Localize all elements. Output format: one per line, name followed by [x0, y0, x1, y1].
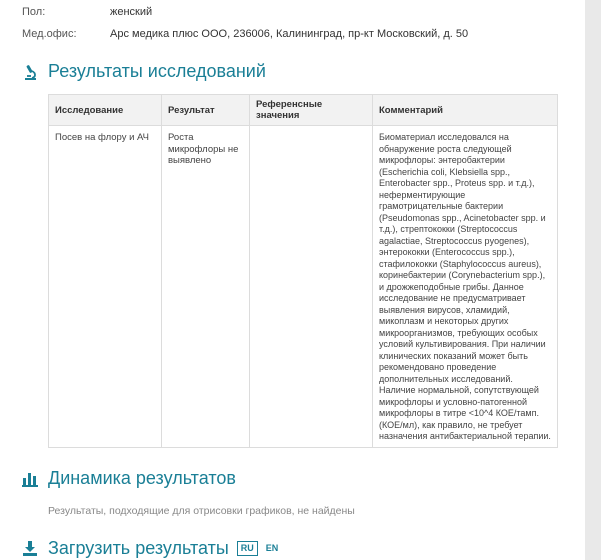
office-value: Арс медика плюс ООО, 236006, Калининград, пр-кт Московский, д. 50: [110, 28, 469, 40]
page-side-rail: [585, 0, 601, 560]
col-header-result: Результат: [162, 95, 250, 126]
cell-comment: Биоматериал исследовался на обнаружение роста следующей микрофлоры: энтеробактерии (Escherichia coli, Klebsiella spp., Enterobacter spp., Proteus spp. и т.д.), неферментирующие грамотрицательные бактерии (Pseudomonas spp., Acinetobacter spp. и т.д.), стрептококки (Streptococcus agalactiae, Streptococcus pyogenes), энтерококки (Enterococcus spp.), стафилококки (Staphylococcus aureus), коринебактерии (Corynebacterium spp.), и дрожжеподобные грибы. Данное исследование не предусматривает выявления вирусов, хламидий, микоплазм и некоторых других микроорганизмов, требующих особых условий культивирования. При наличии клинических показаний может быть рекомендовано проведение дополнительных исследований. Наличие нормальной, сопутствующей микрофлоры и условно-патогенной микрофлоры в титре <10^4 КОЕ/тамп.(КОЕ/мл), как правило, не требует назначения антибактериальной терапии.: [373, 126, 558, 448]
gender-value: женский: [110, 6, 153, 18]
cell-result: Роста микрофлоры не выявлено: [162, 126, 250, 448]
results-section-title: [22, 61, 266, 82]
table-row: [49, 126, 558, 448]
col-header-test: Исследование: [49, 95, 162, 126]
download-icon: [22, 541, 38, 557]
cell-reference: [250, 126, 373, 448]
microscope-icon: [22, 64, 38, 80]
gender-label: Пол:: [22, 6, 46, 18]
results-table-header: [49, 95, 558, 126]
results-title-text: Результаты исследований: [48, 61, 266, 81]
col-header-reference: Референсные значения: [250, 95, 373, 126]
dynamics-empty-message: Результаты, подходящие для отрисовки графиков, не найдены: [48, 505, 355, 517]
download-title-text: Загрузить результаты: [48, 538, 229, 558]
cell-test: Посев на флору и АЧ: [49, 126, 162, 448]
results-table: [48, 94, 558, 448]
download-ru-button[interactable]: RU: [237, 541, 258, 556]
dynamics-title-text: Динамика результатов: [48, 468, 236, 488]
download-section-title: [22, 538, 282, 559]
dynamics-section-title: [22, 468, 236, 489]
bar-chart-icon: [22, 471, 38, 487]
col-header-comment: Комментарий: [373, 95, 558, 126]
download-en-button[interactable]: EN: [265, 543, 279, 553]
office-label: Мед.офис:: [22, 28, 77, 40]
